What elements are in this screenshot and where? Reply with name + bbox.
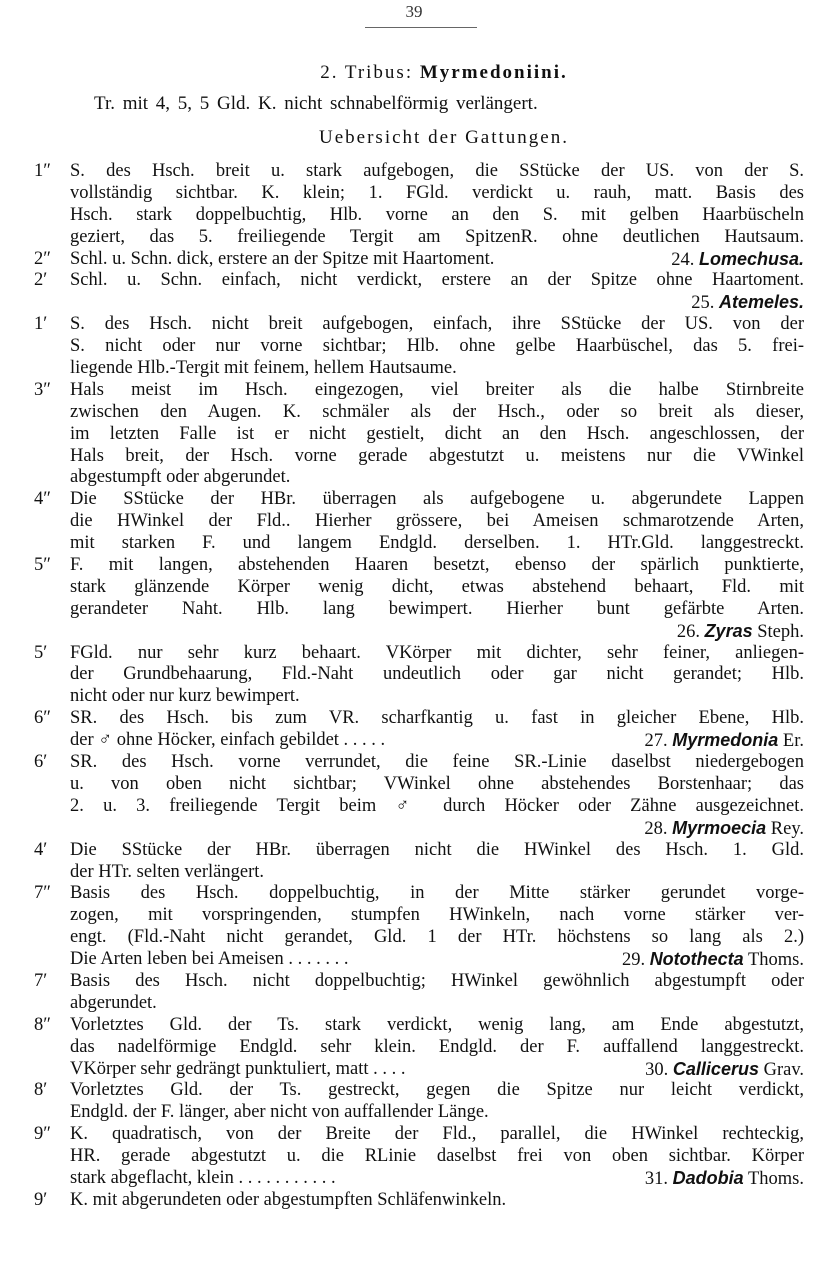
key-line-text: Hals breit, der Hsch. vorne gerade abgestutzt u. meistens nur die VWinkel	[70, 445, 804, 466]
key-line	[0, 686, 828, 708]
couplet-label: 7″	[34, 883, 51, 904]
key-line	[0, 599, 828, 621]
key-line-text: abgerundet.	[70, 992, 157, 1013]
genus-name: Dadobia	[672, 1167, 744, 1188]
key-line-text: HR. gerade abgestutzt u. die RLinie daselbst frei von oben sichtbar. Körper	[70, 1146, 804, 1167]
genus-reference	[645, 1059, 804, 1082]
genus-reference	[677, 622, 804, 642]
key-line-text: SR. des Hsch. vorne verrundet, die feine SR.-Linie daselbst niedergebogen	[70, 752, 804, 773]
key-line	[0, 1146, 828, 1168]
key-line	[0, 774, 828, 796]
key-line	[0, 183, 828, 205]
key-line-text: abgestumpft oder abgerundet.	[70, 467, 291, 488]
key-line-text: S. des Hsch. nicht breit aufgebogen, einfach, ihre SStücke der US. von der	[70, 314, 804, 335]
key-line	[0, 555, 828, 577]
genus-name: Notothecta	[649, 949, 744, 970]
key-line	[0, 1102, 828, 1124]
key-line-text	[70, 621, 804, 644]
tribe-name: Myrmedoniini.	[419, 62, 568, 83]
couplet-label: 9″	[34, 1124, 51, 1145]
key-line-text: K. mit abgerundeten oder abgestumpften Schläfenwinkeln.	[70, 1189, 507, 1210]
genus-number: 30.	[645, 1059, 673, 1080]
couplet-label: 2″	[34, 248, 51, 269]
couplet-label: 1′	[34, 314, 48, 335]
key-line	[0, 883, 828, 905]
key-line	[0, 862, 828, 884]
genus-author: Steph.	[752, 621, 804, 642]
key-line	[0, 358, 828, 380]
genus-number: 28.	[644, 818, 673, 839]
key-line-text: geziert, das 5. freiliegende Tergit am SpitzenR. ohne deutlichen Hautsaum.	[70, 226, 804, 247]
key-line-text: stark glänzende Körper wenig dicht, etwas abstehend behaart, Fld. mit	[70, 576, 804, 597]
key-line	[0, 971, 828, 993]
key-line	[0, 708, 828, 730]
tribe-description: Tr. mit 4, 5, 5 Gld. K. nicht schnabelförmig verlängert.	[94, 93, 538, 114]
key-line	[0, 336, 828, 358]
key-line	[0, 1059, 828, 1081]
key-line	[0, 292, 828, 314]
key-line-text: engt. (Fld.-Naht nicht gerandet, Gld. 1 der HTr. höchstens so lang als 2.)	[70, 927, 804, 948]
key-line	[0, 1037, 828, 1059]
key-line	[0, 993, 828, 1015]
key-line-text	[70, 1059, 804, 1082]
key-line	[0, 927, 828, 949]
genus-author: Rey.	[766, 818, 804, 839]
key-line-text: Basis des Hsch. doppelbuchtig, in der Mitte stärker gerundet vorge-	[70, 883, 804, 904]
genus-number: 24.	[671, 249, 699, 270]
couplet-label: 5′	[34, 642, 48, 663]
genus-number: 27.	[644, 731, 673, 752]
key-line-lead: Schl. u. Schn. dick, erstere an der Spitze mit Haartoment.	[70, 248, 495, 269]
key-line-lead: VKörper sehr gedrängt punktuliert, matt . . . .	[70, 1058, 406, 1079]
key-line	[0, 533, 828, 555]
tribe-title	[0, 62, 828, 84]
key-line-lead: Die Arten leben bei Ameisen . . . . . . .	[70, 949, 349, 970]
key-line	[0, 643, 828, 665]
key-line-text: F. mit langen, abstehenden Haaren besetzt, ebenso der spärlich punktierte,	[70, 555, 804, 576]
key-line-text: mit starken F. und langem Endgld. derselben. 1. HTr.Gld. langgestreckt.	[70, 533, 804, 554]
key-line-text: FGld. nur sehr kurz behaart. VKörper mit dichter, sehr feiner, anliegen-	[70, 642, 804, 663]
couplet-label: 4′	[34, 839, 48, 860]
key-line	[0, 161, 828, 183]
couplet-label: 3″	[34, 379, 51, 400]
key-line	[0, 249, 828, 271]
genus-reference	[671, 249, 804, 272]
genus-reference	[691, 293, 804, 313]
overview-heading: Uebersicht der Gattungen.	[319, 127, 569, 148]
genus-name: Myrmoecia	[672, 817, 767, 838]
key-line	[0, 380, 828, 402]
header-rule	[365, 27, 477, 28]
genus-name: Lomechusa.	[698, 248, 804, 269]
key-line	[0, 730, 828, 752]
key-line-text: die HWinkel der Fld.. Hierher grössere, bei Ameisen schmarotzende Arten,	[70, 511, 804, 532]
key-line-text: Hsch. stark doppelbuchtig, Hlb. vorne an den S. mit gelben Haarbüscheln	[70, 204, 804, 225]
key-line	[0, 949, 828, 971]
key-line-text: Die SStücke der HBr. überragen nicht die HWinkel des Hsch. 1. Gld.	[70, 839, 804, 860]
genus-reference	[644, 819, 804, 839]
key-line-text: Hals meist im Hsch. eingezogen, viel breiter als die halbe Stirnbreite	[70, 379, 804, 400]
key-line-text: u. von oben nicht sichtbar; VWinkel ohne abstehendes Borstenhaar; das	[70, 773, 804, 794]
key-line-text	[70, 949, 804, 972]
key-line	[0, 621, 828, 643]
key-line-lead: der ♂ ohne Höcker, einfach gebildet . . . . .	[70, 730, 386, 751]
key-line	[0, 446, 828, 468]
genus-reference	[622, 949, 804, 972]
couplet-label: 2′	[34, 270, 48, 291]
key-line-text: der Grundbehaarung, Fld.-Naht undeutlich oder gar nicht gerandet; Hlb.	[70, 664, 804, 685]
key-line-text	[70, 292, 804, 315]
couplet-label: 1″	[34, 161, 51, 181]
key-line	[0, 796, 828, 818]
key-line	[0, 1168, 828, 1190]
couplet-label: 6′	[34, 752, 48, 773]
key-line	[0, 424, 828, 446]
couplet-label: 5″	[34, 555, 51, 576]
key-line-text: Die SStücke der HBr. überragen als aufgebogene u. abgerundete Lappen	[70, 489, 804, 510]
genus-author: Thoms.	[743, 1168, 804, 1189]
key-line	[0, 270, 828, 292]
key-line	[0, 489, 828, 511]
key-line	[0, 577, 828, 599]
genus-author: Er.	[778, 731, 804, 752]
couplet-label: 9′	[34, 1189, 48, 1210]
genus-reference	[645, 730, 804, 753]
genus-number: 31.	[644, 1168, 673, 1189]
key-line	[0, 840, 828, 862]
page-number: 39	[405, 2, 423, 21]
key-line-text: K. quadratisch, von der Breite der Fld., parallel, die HWinkel rechteckig,	[70, 1124, 804, 1145]
key-line-text	[70, 1168, 804, 1191]
key-line-text: Basis des Hsch. nicht doppelbuchtig; HWinkel gewöhnlich abgestumpft oder	[70, 970, 804, 991]
genus-reference	[645, 1168, 804, 1191]
key-line-text: zogen, mit vorspringenden, stumpfen HWinkeln, nach vorne stärker ver-	[70, 905, 804, 926]
key-line-text: gerandeter Naht. Hlb. lang bewimpert. Hierher bunt gefärbte Arten.	[70, 598, 804, 619]
key-line-text: SR. des Hsch. bis zum VR. scharfkantig u. fast in gleicher Ebene, Hlb.	[70, 708, 804, 729]
key-line-text: das nadelförmige Endgld. sehr klein. Endgld. der F. auffallend langgestreckt.	[70, 1036, 804, 1057]
key-line-text: Vorletztes Gld. der Ts. gestreckt, gegen die Spitze nur leicht verdickt,	[70, 1080, 804, 1101]
genus-number: 26.	[676, 621, 705, 642]
genus-author: Grav.	[758, 1059, 804, 1080]
genus-number: 25.	[691, 293, 719, 314]
key-line	[0, 752, 828, 774]
genus-author: Thoms.	[743, 950, 804, 971]
key-line-text: im letzten Falle ist er nicht gestielt, dicht an den Hsch. angeschlossen, der	[70, 423, 804, 444]
key-line-lead: stark abgeflacht, klein . . . . . . . . . . .	[70, 1167, 336, 1188]
key-line-text: Schl. u. Schn. einfach, nicht verdickt, erstere an der Spitze ohne Haartoment.	[70, 270, 804, 291]
genus-name: Atemeles.	[718, 292, 804, 313]
key-line-text	[70, 818, 804, 841]
key-line-text: 2. u. 3. freiliegende Tergit beim ♂ durch Höcker oder Zähne ausgezeichnet.	[70, 795, 804, 816]
key-line	[0, 402, 828, 424]
key-line	[0, 664, 828, 686]
couplet-label: 8″	[34, 1014, 51, 1035]
key-line-text: Endgld. der F. länger, aber nicht von auffallender Länge.	[70, 1102, 489, 1123]
tribe-prefix: 2. Tribus:	[320, 62, 420, 83]
key-line	[0, 818, 828, 840]
genus-name: Callicerus	[672, 1058, 759, 1079]
key-line-text	[70, 730, 804, 753]
couplet-label: 7′	[34, 970, 48, 991]
key-line-text: liegende Hlb.-Tergit mit feinem, hellem Hautsaume.	[70, 358, 457, 379]
key-line-text: nicht oder nur kurz bewimpert.	[70, 686, 300, 707]
key-line-text: vollständig sichtbar. K. klein; 1. FGld. verdickt u. rauh, matt. Basis des	[70, 182, 804, 203]
key-line	[0, 1124, 828, 1146]
key-line	[0, 1080, 828, 1102]
genus-number: 29.	[621, 950, 650, 971]
couplet-label: 6″	[34, 708, 51, 729]
key-line	[0, 511, 828, 533]
couplet-label: 4″	[34, 489, 51, 510]
key-line	[0, 1015, 828, 1037]
genus-name: Zyras	[704, 620, 753, 641]
key-line	[0, 205, 828, 227]
key-line	[0, 314, 828, 336]
key-line-text: der HTr. selten verlängert.	[70, 861, 265, 882]
identification-key	[0, 161, 828, 1212]
key-line-text: S. nicht oder nur vorne sichtbar; Hlb. ohne gelbe Haarbüschel, das 5. frei-	[70, 336, 804, 357]
key-line	[0, 227, 828, 249]
key-line	[0, 1190, 828, 1212]
key-line-text: zwischen den Augen. K. schmäler als der Hsch., oder so breit als dieser,	[70, 401, 804, 422]
genus-name: Myrmedonia	[672, 730, 779, 751]
key-line	[0, 905, 828, 927]
couplet-label: 8′	[34, 1080, 48, 1101]
key-line-text: Vorletztes Gld. der Ts. stark verdickt, wenig lang, am Ende abgestutzt,	[70, 1014, 804, 1035]
key-line-text: S. des Hsch. breit u. stark aufgebogen, die SStücke der US. von der S.	[70, 161, 804, 181]
key-line	[0, 467, 828, 489]
key-line-text	[70, 249, 804, 272]
